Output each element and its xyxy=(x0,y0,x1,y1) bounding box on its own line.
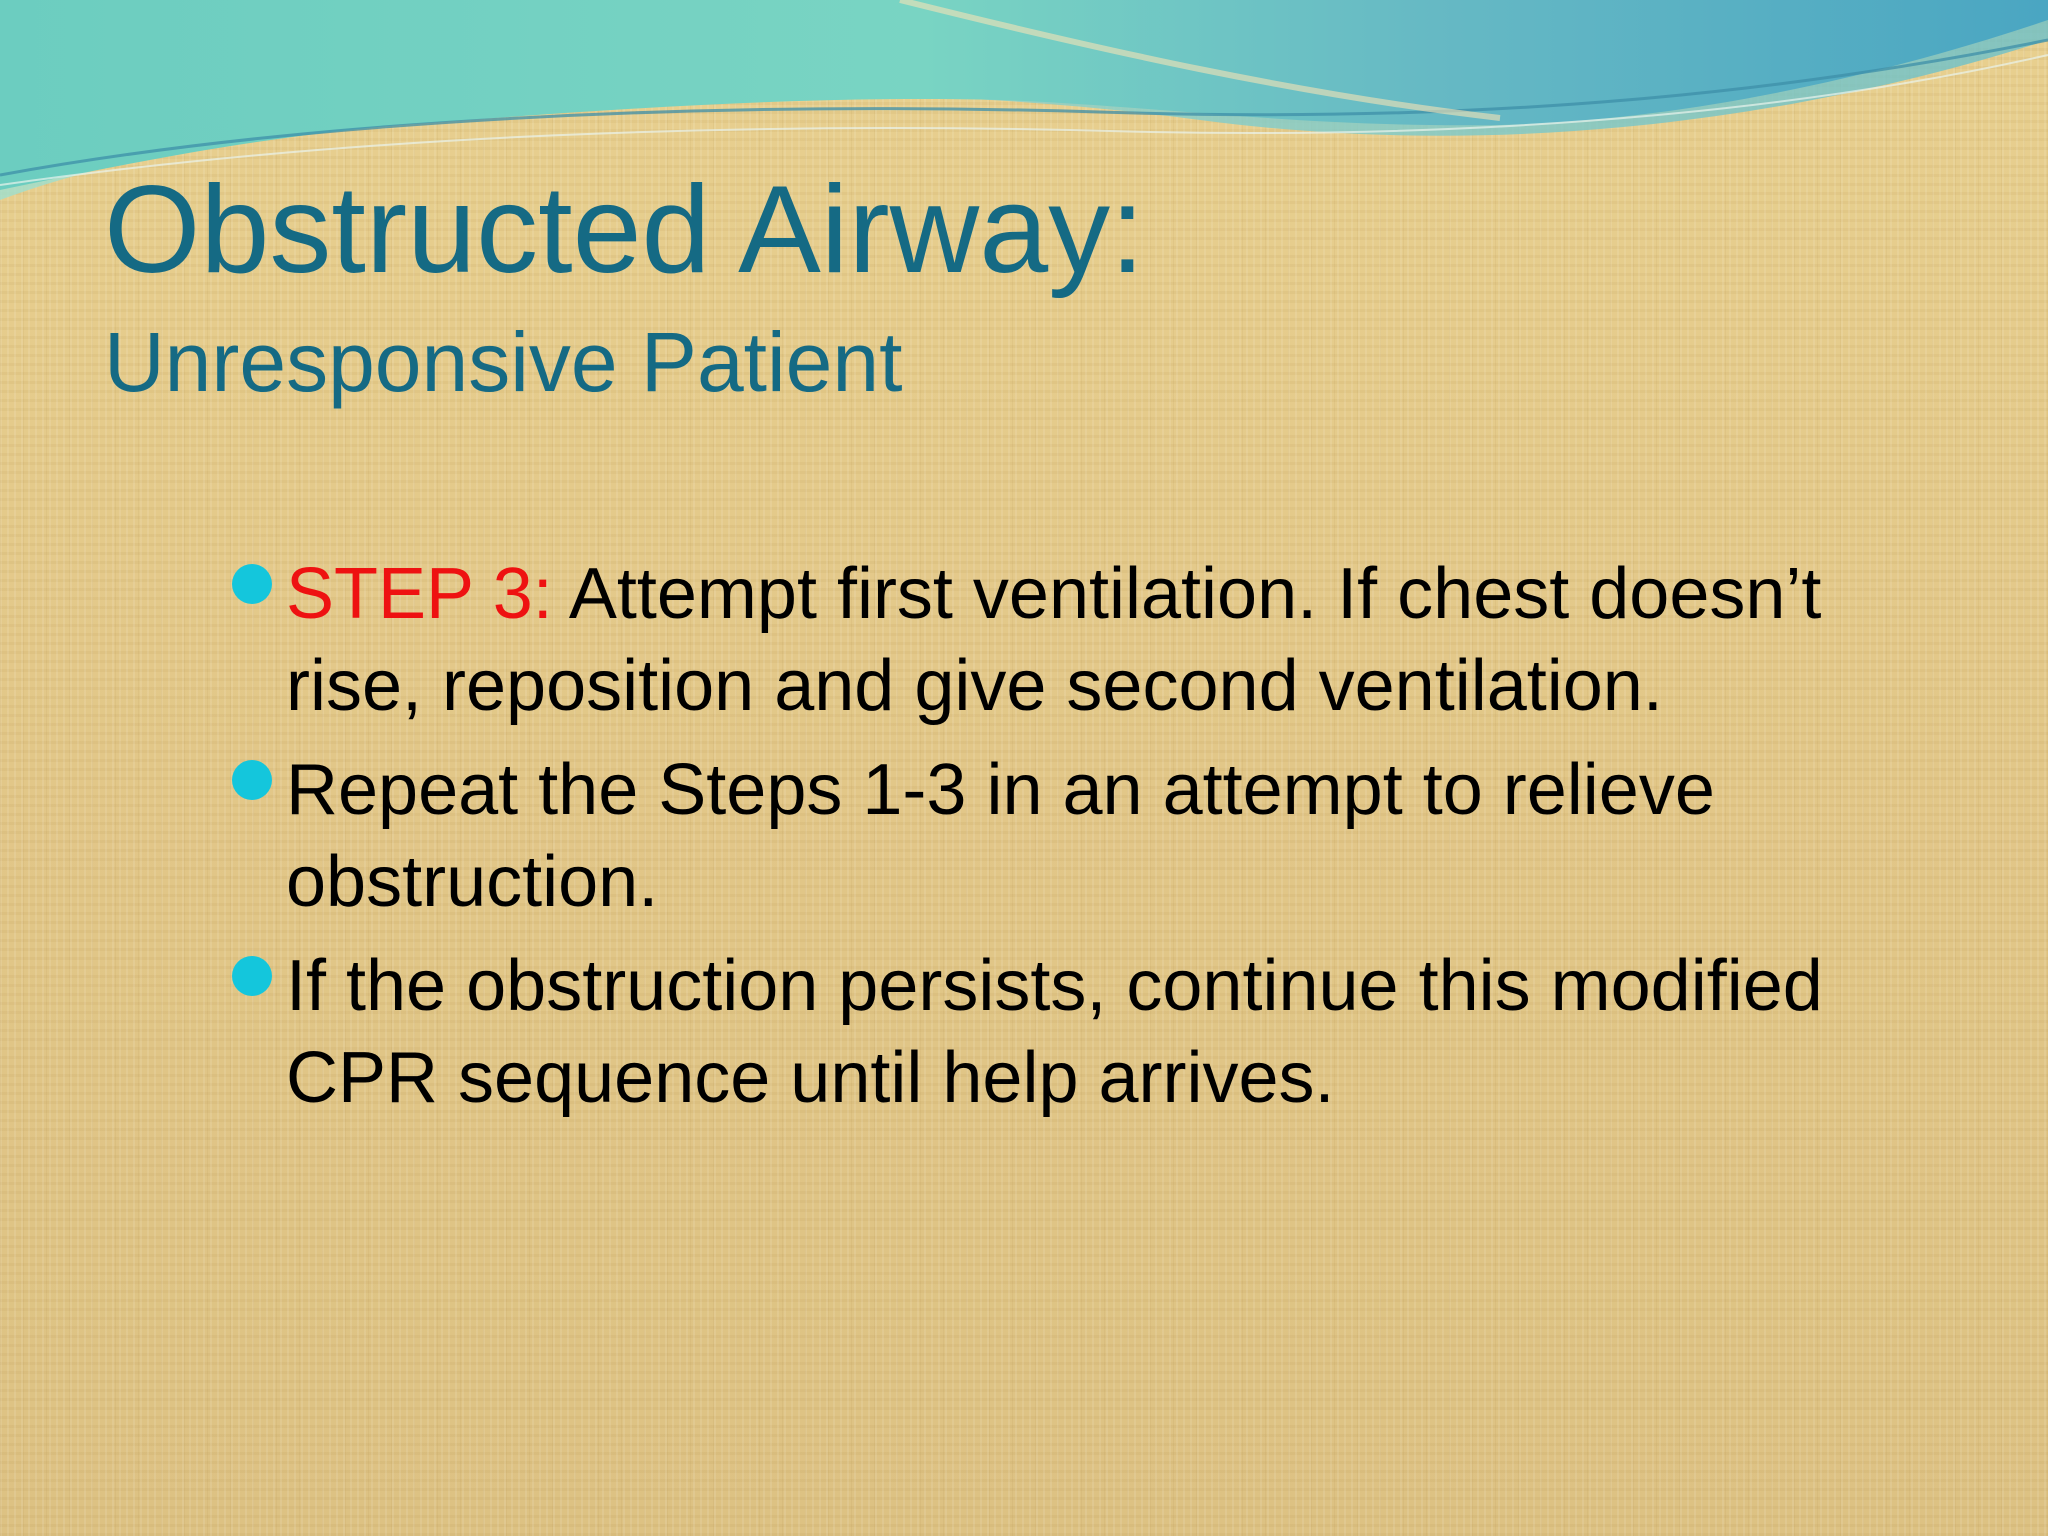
slide-subtitle: Unresponsive Patient xyxy=(104,315,903,409)
bullet-body: Attempt first ventilation. If chest doesn’t rise, reposition and give second ventilation. xyxy=(286,554,1822,726)
bullet-dot-icon xyxy=(232,956,272,996)
bullet-item xyxy=(232,744,1932,928)
bullet-body: Repeat the Steps 1-3 in an attempt to relieve obstruction. xyxy=(286,750,1715,922)
bullet-list xyxy=(232,548,1932,1136)
bullet-dot-icon xyxy=(232,564,272,604)
step-label: STEP 3: xyxy=(286,554,553,634)
bullet-item xyxy=(232,940,1932,1124)
bullet-item xyxy=(232,548,1932,732)
bullet-text xyxy=(286,548,1932,732)
bullet-dot-icon xyxy=(232,760,272,800)
slide-title: Obstructed Airway: xyxy=(104,161,1145,299)
bullet-body: If the obstruction persists, continue this modified CPR sequence until help arrives. xyxy=(286,946,1823,1118)
